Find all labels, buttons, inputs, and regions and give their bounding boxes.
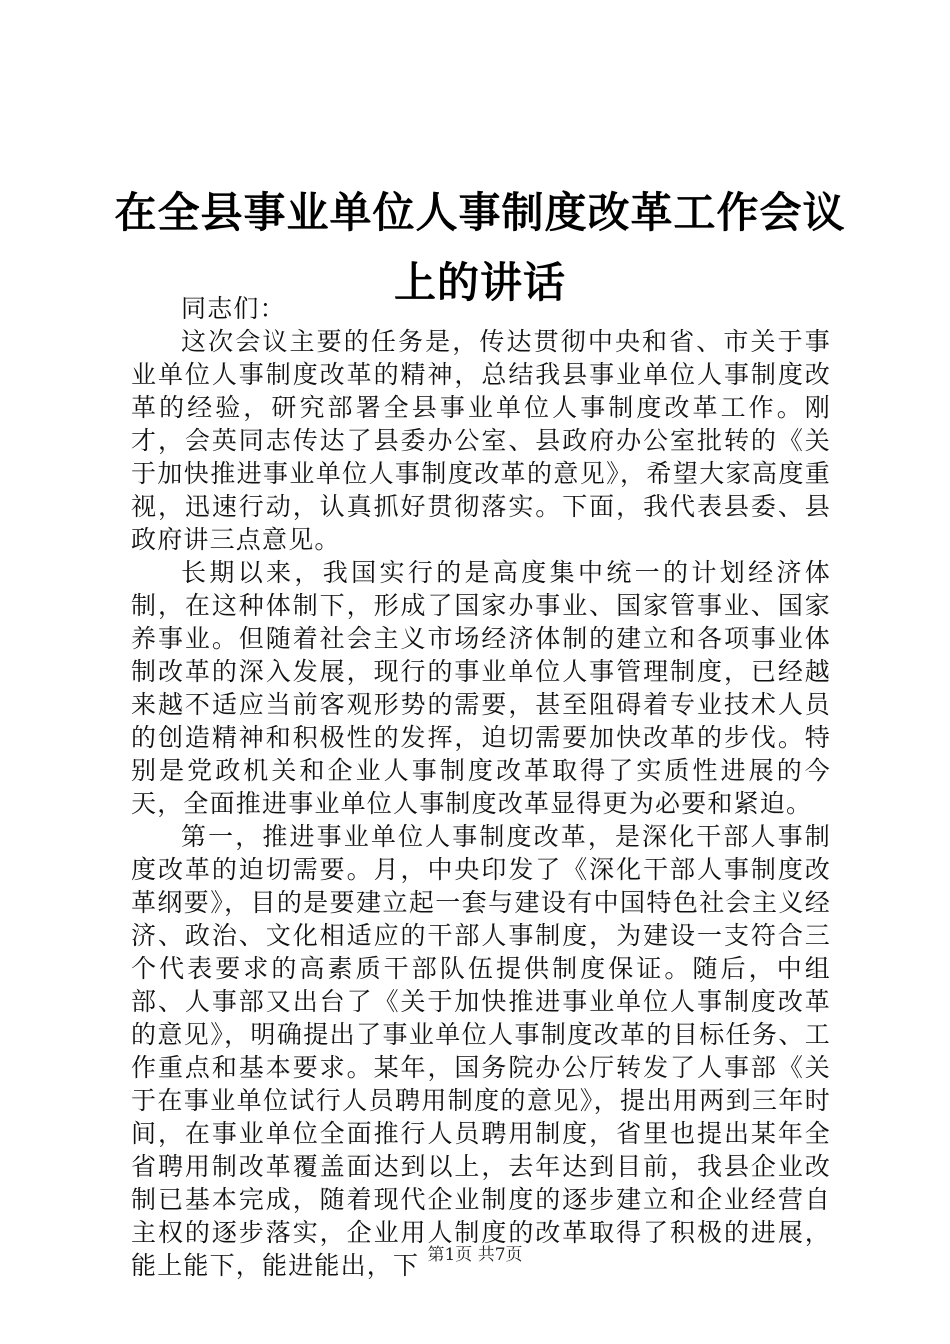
salutation: 同志们：	[181, 294, 286, 323]
document-body	[131, 292, 831, 1282]
paragraph-3: 第一，推进事业单位人事制度改革，是深化干部人事制度改革的迫切需要。月，中央印发了《深化干部人事制度改革纲要》，目的是要建立起一套与建设有中国特色社会主义经济、政治、文化相适应的干部人事制度，为建设一支符合三个代表要求的高素质干部队伍提供制度保证。随后，中组部、人事部又出台了《关于加快推进事业单位人事制度改革的意见》，明确提出了事业单位人事制度改革的目标任务、工作重点和基本要求。某年，国务院办公厅转发了人事部《关于在事业单位试行人员聘用制度的意见》，提出用两到三年时间，在事业单位全面推行人员聘用制度，省里也提出某年全省聘用制改革覆盖面达到以上，去年达到目前，我县企业改制已基本完成，随着现代企业制度的逐步建立和企业经营自主权的逐步落实，企业用人制度的改革取得了积极的进展，能上能下，能进能出，下	[131, 822, 831, 1280]
paragraph-2: 长期以来，我国实行的是高度集中统一的计划经济体制，在这种体制下，形成了国家办事业、国家管事业、国家养事业。但随着社会主义市场经济体制的建立和各项事业体制改革的深入发展，现行的事业单位人事管理制度，已经越来越不适应当前客观形势的需要，甚至阻碍着专业技术人员的创造精神和积极性的发挥，迫切需要加快改革的步伐。特别是党政机关和企业人事制度改革取得了实质性进展的今天，全面推进事业单位人事制度改革显得更为必要和紧迫。	[131, 558, 831, 818]
page-number-footer: 第1页 共7页	[427, 1245, 523, 1265]
paragraph-1: 这次会议主要的任务是，传达贯彻中央和省、市关于事业单位人事制度改革的精神，总结我县事业单位人事制度改革的经验，研究部署全县事业单位人事制度改革工作。刚才，会英同志传达了县委办公室、县政府办公室批转的《关于加快推进事业单位人事制度改革的意见》，希望大家高度重视，迅速行动，认真抓好贯彻落实。下面，我代表县委、县政府讲三点意见。	[131, 327, 831, 554]
document-title: 在全县事业单位人事制度改革工作会议上的讲话	[114, 188, 846, 307]
